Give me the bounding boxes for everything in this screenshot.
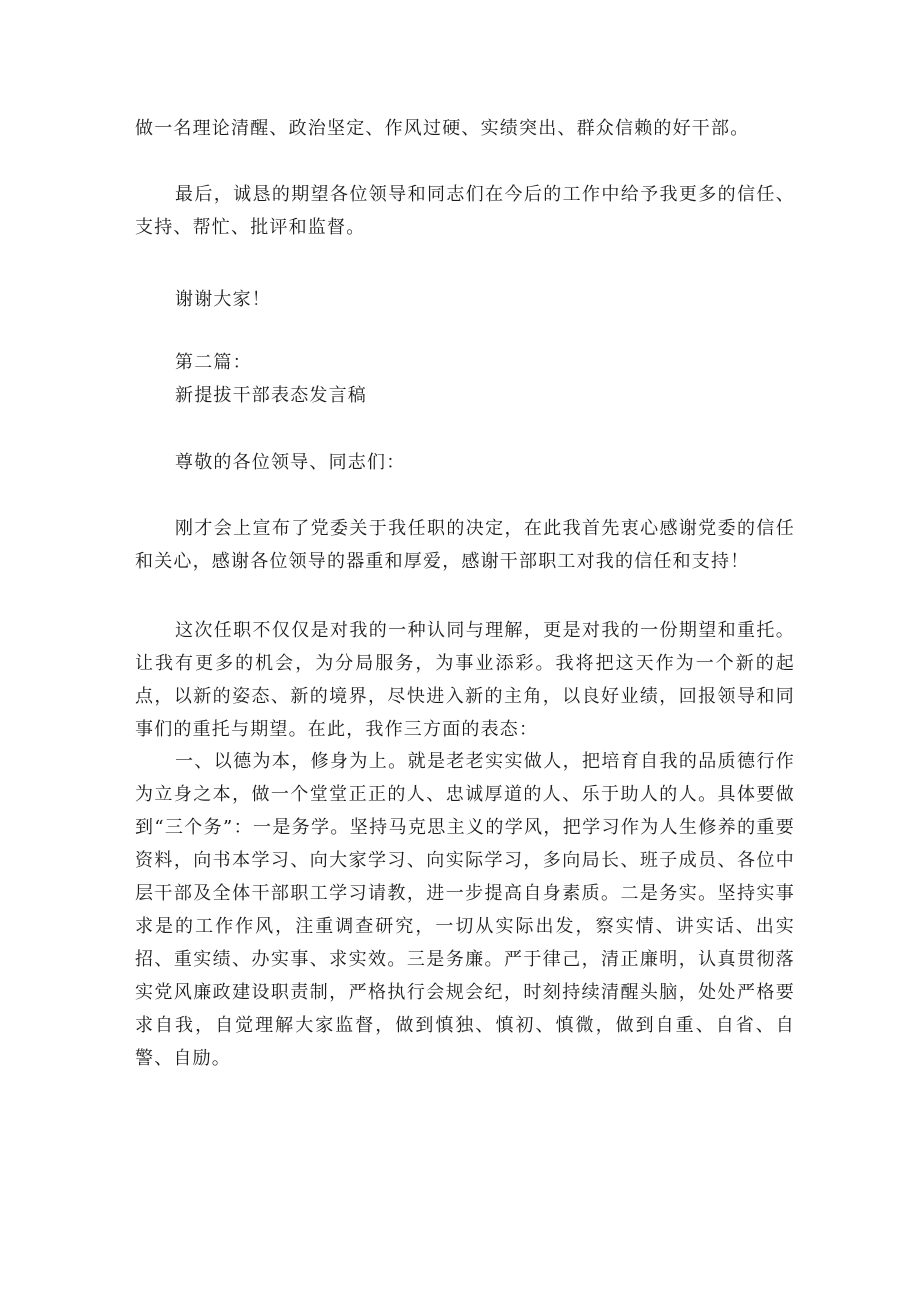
paragraph-continuation: 做一名理论清醒、政治坚定、作风过硬、实绩突出、群众信赖的好干部。 [135, 118, 750, 139]
salutation: 尊敬的各位领导、同志们： [175, 452, 406, 473]
paragraph-new-role: 这次任职不仅仅是对我的一种认同与理解，更是对我的一份期望和重托。让我有更多的机会，为分局服务，为事业添彩。我将把这天作为一个新的起点，以新的姿态、新的境界，尽快进入新的主角，以良好业绩，回报领导和同事们的重托与期望。在此，我作三方面的表态： [135, 620, 795, 740]
paragraph-gratitude: 刚才会上宣布了党委关于我任职的决定，在此我首先衷心感谢党委的信任和关心，感谢各位领导的器重和厚爱，感谢干部职工对我的信任和支持！ [135, 518, 795, 572]
paragraph-closing-hope: 最后，诚恳的期望各位领导和同志们在今后的工作中给予我更多的信任、支持、帮忙、批评和监督。 [135, 184, 795, 238]
paragraph-thanks: 谢谢大家！ [175, 289, 271, 310]
section-label: 第二篇： [175, 352, 252, 373]
section-title: 新提拔干部表态发言稿 [175, 385, 367, 406]
paragraph-point-one: 一、以德为本，修身为上。就是老老实实做人，把培育自我的品质德行作为立身之本，做一个堂堂正正的人、忠诚厚道的人、乐于助人的人。具体要做到“三个务”：一是务学。坚持马克思主义的学风，把学习作为人生修养的重要资料，向书本学习、向大家学习、向实际学习，多向局长、班子成员、各位中层干部及全体干部职工学习请教，进一步提高自身素质。二是务实。坚持实事求是的工作作风，注重调查研究，一切从实际出发，察实情、讲实话、出实招、重实绩、办实事、求实效。三是务廉。严于律己，清正廉明，认真贯彻落实党风廉政建设职责制，严格执行会规会纪，时刻持续清醒头脑，处处严格要求自我，自觉理解大家监督，做到慎独、慎初、慎微，做到自重、自省、自警、自励。 [135, 751, 795, 1069]
